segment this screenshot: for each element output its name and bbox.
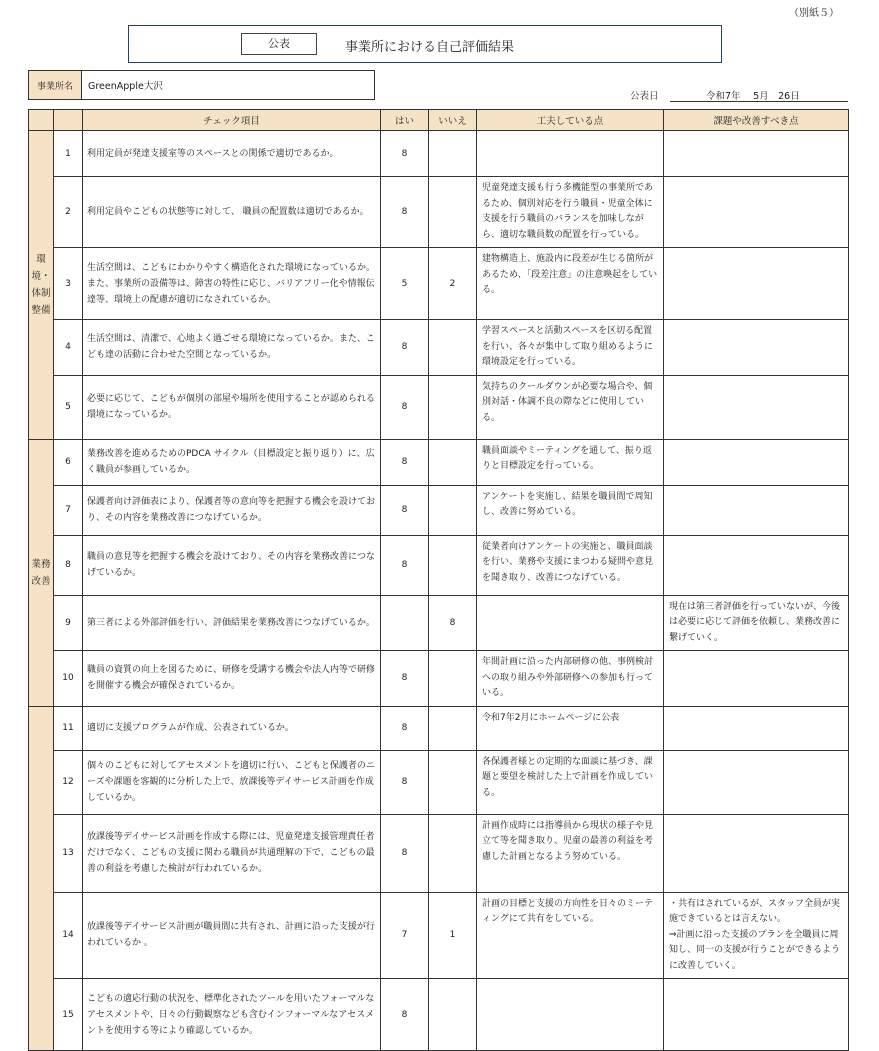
effort-text: 児童発達支援も行う多機能型の事業所であるため、個別対応を行う職員・児童全体に支援を行う職員のバランスを加味しながら、適切な職員数の配置を行っている。 — [477, 177, 664, 248]
category-blank — [29, 706, 54, 1051]
header-blank-number — [54, 110, 83, 131]
issue-text — [664, 485, 849, 535]
issue-text: 現在は第三者評価を行っていないが、今後は必要に応じて評価を依頼し、業務改善に繋げていく。 — [664, 595, 849, 651]
header-blank-category — [29, 110, 54, 131]
table-row — [29, 485, 849, 535]
yes-count: 8 — [381, 485, 429, 535]
table-row — [29, 979, 849, 1051]
issue-text — [664, 706, 849, 750]
table-row — [29, 814, 849, 892]
row-number: 12 — [54, 750, 83, 814]
effort-text: アンケートを実施し、結果を職員間で周知し、改善に努めている。 — [477, 485, 664, 535]
row-number: 13 — [54, 814, 83, 892]
row-number: 6 — [54, 439, 83, 485]
no-count — [429, 177, 477, 248]
issue-text — [664, 750, 849, 814]
table-row — [29, 750, 849, 814]
check-item: 必要に応じて、こどもが個別の部屋や場所を使用することが認められる環境になっているか。 — [83, 375, 381, 439]
annex-label: （別紙５） — [789, 8, 839, 19]
yes-count: 8 — [381, 706, 429, 750]
no-count: 2 — [429, 248, 477, 320]
public-label: 公表 — [241, 33, 317, 55]
no-count — [429, 320, 477, 376]
row-number: 2 — [54, 177, 83, 248]
category-environment: 環境・体制整備 — [29, 131, 54, 440]
publication-date-underline — [670, 101, 848, 102]
effort-text: 計画の目標と支援の方向性を日々のミーティングにて共有をしている。 — [477, 892, 664, 979]
no-count — [429, 439, 477, 485]
row-number: 5 — [54, 375, 83, 439]
check-item: 利用定員やこどもの状態等に対して、 職員の配置数は適切であるか。 — [83, 177, 381, 248]
issue-text — [664, 131, 849, 177]
check-item: こどもの適応行動の状況を、標準化されたツールを用いたフォーマルなアセスメントや、日々の行動観察なども含むインフォーマルなアセスメントを使用する等により確認しているか。 — [83, 979, 381, 1051]
check-item: 職員の資質の向上を図るために、研修を受講する機会や法人内等で研修を開催する機会が確保されているか。 — [83, 651, 381, 707]
issue-text — [664, 979, 849, 1051]
header-efforts: 工夫している点 — [477, 110, 664, 131]
header-check-item: チェック項目 — [83, 110, 381, 131]
no-count: 1 — [429, 892, 477, 979]
yes-count: 8 — [381, 750, 429, 814]
table-row — [29, 439, 849, 485]
table-row — [29, 375, 849, 439]
row-number: 9 — [54, 595, 83, 651]
yes-count: 8 — [381, 979, 429, 1051]
effort-text: 職員面談やミーティングを通して、振り返りと目標設定を行っている。 — [477, 439, 664, 485]
table-row — [29, 595, 849, 651]
effort-text: 気持ちのクールダウンが必要な場合や、個別対話・体調不良の際などに使用している。 — [477, 375, 664, 439]
category-business-improvement: 業務改善 — [29, 439, 54, 706]
yes-count: 8 — [381, 320, 429, 376]
table-row — [29, 177, 849, 248]
yes-count: 8 — [381, 439, 429, 485]
check-item: 利用定員が発達支援室等のスペースとの関係で適切であるか。 — [83, 131, 381, 177]
effort-text — [477, 979, 664, 1051]
check-item: 個々のこどもに対してアセスメントを適切に行い、こどもと保護者のニーズや課題を客観的に分析した上で、放課後等デイサービス計画を作成しているか。 — [83, 750, 381, 814]
table-row — [29, 651, 849, 707]
check-item: 放課後等デイサービス計画が職員間に共有され、計画に沿った支援が行われているか 。 — [83, 892, 381, 979]
effort-text — [477, 595, 664, 651]
row-number: 3 — [54, 248, 83, 320]
yes-count: 5 — [381, 248, 429, 320]
check-item: 第三者による外部評価を行い、評価結果を業務改善につなげているか。 — [83, 595, 381, 651]
header-issues: 課題や改善すべき点 — [664, 110, 849, 131]
check-item: 生活空間は、清潔で、心地よく過ごせる環境になっているか。また、こども達の活動に合わせた空間となっているか。 — [83, 320, 381, 376]
yes-count: 8 — [381, 177, 429, 248]
no-count — [429, 131, 477, 177]
row-number: 15 — [54, 979, 83, 1051]
effort-text: 建物構造上、施設内に段差が生じる箇所があるため、「段差注意」の注意喚起をしている。 — [477, 248, 664, 320]
no-count — [429, 979, 477, 1051]
issue-text — [664, 439, 849, 485]
no-count — [429, 814, 477, 892]
issue-text — [664, 375, 849, 439]
evaluation-table — [28, 109, 849, 1051]
row-number: 14 — [54, 892, 83, 979]
issue-text — [664, 248, 849, 320]
header-yes: はい — [381, 110, 429, 131]
effort-text: 計画作成時には指導員から現状の様子や見立て等を聞き取り、児童の最善の利益を考慮した計画となるよう努めている。 — [477, 814, 664, 892]
table-row — [29, 892, 849, 979]
check-item: 保護者向け評価表により、保護者等の意向等を把握する機会を設けており、その内容を業務改善につなげているか。 — [83, 485, 381, 535]
issue-text — [664, 651, 849, 707]
issue-text: ・共有はされているが、スタッフ全員が実施できているとは言えない。 ⇒計画に沿った支援のプランを全職員に周知し、同一の支援が行うことができるように改善していく。 — [664, 892, 849, 979]
no-count — [429, 375, 477, 439]
no-count: 8 — [429, 595, 477, 651]
row-number: 10 — [54, 651, 83, 707]
document-title: 事業所における自己評価結果 — [345, 40, 515, 55]
table-header-row — [29, 110, 849, 131]
issue-text — [664, 320, 849, 376]
header-no: いいえ — [429, 110, 477, 131]
table-body — [29, 131, 849, 1051]
publication-date-value: 令和7年 5月 26日 — [706, 91, 800, 102]
yes-count: 7 — [381, 892, 429, 979]
effort-text — [477, 131, 664, 177]
no-count — [429, 651, 477, 707]
publication-date-label: 公表日 — [630, 91, 659, 102]
issue-text — [664, 814, 849, 892]
yes-count — [381, 595, 429, 651]
office-name-box — [28, 70, 375, 100]
row-number: 1 — [54, 131, 83, 177]
yes-count: 8 — [381, 651, 429, 707]
yes-count: 8 — [381, 131, 429, 177]
title-box — [128, 25, 722, 63]
issue-text — [664, 177, 849, 248]
row-number: 8 — [54, 535, 83, 595]
row-number: 7 — [54, 485, 83, 535]
row-number: 11 — [54, 706, 83, 750]
check-item: 適切に支援プログラムが作成、公表されているか。 — [83, 706, 381, 750]
yes-count: 8 — [381, 814, 429, 892]
effort-text: 学習スペースと活動スペースを区切る配置を行い、各々が集中して取り組めるように環境設定を行っている。 — [477, 320, 664, 376]
yes-count: 8 — [381, 535, 429, 595]
table-row — [29, 248, 849, 320]
office-name-value: GreenApple大沢 — [88, 81, 163, 92]
effort-text: 令和7年2月にホームページに公表 — [477, 706, 664, 750]
effort-text: 各保護者様との定期的な面談に基づき、課題と要望を検討した上で計画を作成している。 — [477, 750, 664, 814]
no-count — [429, 750, 477, 814]
no-count — [429, 535, 477, 595]
check-item: 職員の意見等を把握する機会を設けており、その内容を業務改善につなげているか。 — [83, 535, 381, 595]
effort-text: 年間計画に沿った内部研修の他、事例検討への取り組みや外部研修への参加も行っている。 — [477, 651, 664, 707]
issue-text — [664, 535, 849, 595]
row-number: 4 — [54, 320, 83, 376]
table-row — [29, 320, 849, 376]
effort-text: 従業者向けアンケートの実施と、職員面談を行い、業務や支援にまつわる疑問や意見を聞き取り、改善につなげている。 — [477, 535, 664, 595]
table-row — [29, 131, 849, 177]
no-count — [429, 485, 477, 535]
office-name-label: 事業所名 — [29, 71, 82, 99]
check-item: 生活空間は、こどもにわかりやすく構造化された環境になっているか。また、事業所の設備等は、障害の特性に応じ、バリアフリー化や情報伝達等、環境上の配慮が適切になされているか。 — [83, 248, 381, 320]
table-row — [29, 535, 849, 595]
check-item: 業務改善を進めるためのPDCA サイクル（目標設定と振り返り）に、広く職員が参画しているか。 — [83, 439, 381, 485]
table-row — [29, 706, 849, 750]
no-count — [429, 706, 477, 750]
check-item: 放課後等デイサービス計画を作成する際には、児童発達支援管理責任者だけでなく、こどもの支援に関わる職員が共通理解の下で、こどもの最善の利益を考慮した検討が行われているか。 — [83, 814, 381, 892]
yes-count: 8 — [381, 375, 429, 439]
